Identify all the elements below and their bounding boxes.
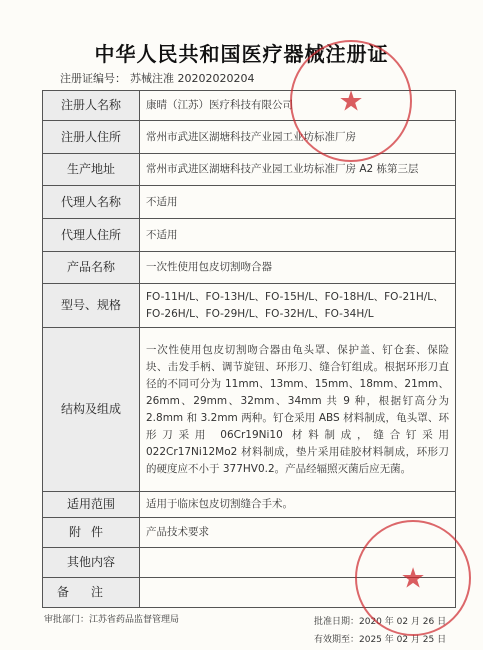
label-composition: 结构及组成 (43, 328, 140, 492)
value-agent-name: 不适用 (140, 186, 456, 219)
label-production-address: 生产地址 (43, 154, 140, 186)
row-other (43, 548, 456, 578)
row-composition (43, 328, 456, 492)
seal-star-icon: ★ (400, 561, 426, 595)
value-attachment: 产品技术要求 (140, 518, 456, 548)
label-registrant-address: 注册人住所 (43, 121, 140, 154)
value-model: FO-11H/L、FO-13H/L、FO-15H/L、FO-18H/L、FO-21H/L、FO-26H/L、FO-29H/L、FO-32H/L、FO-34H/L (140, 284, 456, 328)
value-other (140, 548, 456, 578)
label-product-name: 产品名称 (43, 252, 140, 284)
seal-star-icon: ★ (338, 84, 364, 118)
row-attachment (43, 518, 456, 548)
label-remarks: 备注 (43, 578, 140, 608)
label-agent-address: 代理人住所 (43, 219, 140, 252)
row-remarks (43, 578, 456, 608)
registration-number-value: 苏械注准 20202020204 (130, 72, 255, 85)
row-registrant-name (43, 91, 456, 121)
value-production-address: 常州市武进区湖塘科技产业园工业坊标准厂房 A2 栋第三层 (140, 154, 456, 186)
row-model (43, 284, 456, 328)
value-remarks (140, 578, 456, 608)
row-agent-address (43, 219, 456, 252)
label-registrant-name: 注册人名称 (43, 91, 140, 121)
approval-department: 审批部门：江苏省药品监督管理局 (44, 615, 180, 625)
certificate-title: 中华人民共和国医疗器械注册证 (94, 42, 389, 66)
certificate-table (42, 90, 456, 608)
row-product-name (43, 252, 456, 284)
row-scope (43, 492, 456, 518)
label-attachment: 附件 (43, 518, 140, 548)
value-scope: 适用于临床包皮切割缝合手术。 (140, 492, 456, 518)
label-model: 型号、规格 (43, 284, 140, 328)
row-registrant-address (43, 121, 456, 154)
row-production-address (43, 154, 456, 186)
value-agent-address: 不适用 (140, 219, 456, 252)
label-scope: 适用范围 (43, 492, 140, 518)
value-product-name: 一次性使用包皮切割吻合器 (140, 252, 456, 284)
value-composition: 一次性使用包皮切割吻合器由龟头罩、保护盖、钉仓套、保险块、击发手柄、调节旋钮、环形刀、缝合钉组成。根据环形刀直径的不同可分为 11mm、13mm、15mm、18mm、21mm、26mm、29mm、32mm、34mm 共 9 种，根据钉高分为 2.8mm 和 3.2mm 两种。钉仓采用 ABS 材料制成，龟头罩、环形刀采用 06Cr19Ni10 材料制成，缝合钉采用 022Cr17Ni12Mo2 材料制成，垫片采用硅胶材料制成，环形刀的硬度应不小于 377HV0.2。产品经辐照灭菌后应无菌。 (140, 328, 456, 492)
value-registrant-address: 常州市武进区湖塘科技产业园工业坊标准厂房 (140, 121, 456, 154)
value-registrant-name: 康晴（江苏）医疗科技有限公司 (140, 91, 456, 121)
label-agent-name: 代理人名称 (43, 186, 140, 219)
label-other: 其他内容 (43, 548, 140, 578)
row-agent-name (43, 186, 456, 219)
registration-number-label: 注册证编号： (60, 72, 126, 85)
registration-number (60, 70, 258, 86)
approval-date: 批准日期：2020 年 02 月 26 日 (314, 617, 447, 627)
valid-until-date: 有效期至：2025 年 02 月 25 日 (314, 635, 447, 645)
